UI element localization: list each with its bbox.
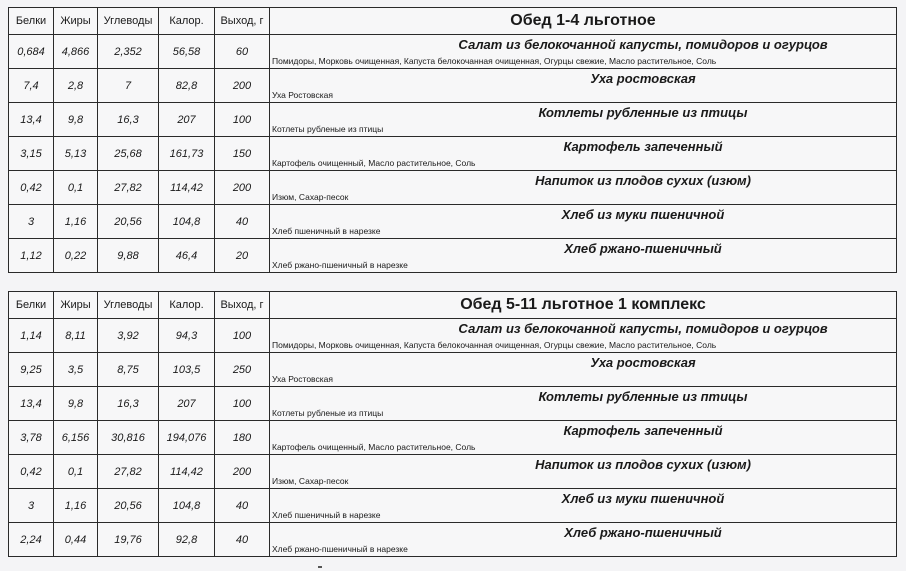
fat-cell: 9,8 — [54, 387, 98, 421]
dish-cell — [270, 523, 897, 557]
dish-ingredients: Котлеты рубленые из птицы — [272, 408, 384, 418]
menu-table — [8, 7, 897, 273]
carbs-cell: 27,82 — [98, 171, 159, 205]
col-header-kcal: Калор. — [159, 292, 215, 319]
col-header-yield: Выход, г — [215, 292, 270, 319]
carbs-cell: 2,352 — [98, 35, 159, 69]
col-header-fat: Жиры — [54, 292, 98, 319]
kcal-cell: 82,8 — [159, 69, 215, 103]
carbs-cell: 30,816 — [98, 421, 159, 455]
fat-cell: 5,13 — [54, 137, 98, 171]
col-header-fat: Жиры — [54, 8, 98, 35]
dish-cell — [270, 455, 897, 489]
dish-ingredients: Помидоры, Морковь очищенная, Капуста белокочанная очищенная, Огурцы свежие, Масло растительное, Соль — [272, 56, 717, 66]
col-header-carbs: Углеводы — [98, 8, 159, 35]
protein-cell: 7,4 — [9, 69, 54, 103]
fat-cell: 8,11 — [54, 319, 98, 353]
dish-cell — [270, 319, 897, 353]
table-row — [9, 35, 897, 69]
table-row — [9, 103, 897, 137]
carbs-cell: 7 — [98, 69, 159, 103]
dish-name: Салат из белокочанной капусты, помидоров и огурцов — [458, 37, 828, 52]
yield-cell: 60 — [215, 35, 270, 69]
table-row — [9, 523, 897, 557]
dish-ingredients: Картофель очищенный, Масло растительное, Соль — [272, 442, 476, 452]
dish-ingredients: Уха Ростовская — [272, 90, 333, 100]
dish-cell — [270, 171, 897, 205]
fat-cell: 1,16 — [54, 205, 98, 239]
yield-cell: 180 — [215, 421, 270, 455]
fat-cell: 0,44 — [54, 523, 98, 557]
dish-name: Напиток из плодов сухих (изюм) — [535, 173, 751, 188]
fat-cell: 4,866 — [54, 35, 98, 69]
carbs-cell: 19,76 — [98, 523, 159, 557]
yield-cell: 100 — [215, 103, 270, 137]
fat-cell: 6,156 — [54, 421, 98, 455]
fat-cell: 0,1 — [54, 455, 98, 489]
menu-title: Обед 5-11 льготное 1 комплекс — [270, 292, 897, 319]
kcal-cell: 103,5 — [159, 353, 215, 387]
kcal-cell: 161,73 — [159, 137, 215, 171]
protein-cell: 0,42 — [9, 171, 54, 205]
dish-ingredients: Хлеб пшеничный в нарезке — [272, 226, 381, 236]
protein-cell: 0,42 — [9, 455, 54, 489]
protein-cell: 9,25 — [9, 353, 54, 387]
carbs-cell: 20,56 — [98, 205, 159, 239]
dish-name: Хлеб из муки пшеничной — [561, 491, 725, 506]
col-header-protein: Белки — [9, 8, 54, 35]
protein-cell: 3,15 — [9, 137, 54, 171]
dish-name: Хлеб ржано-пшеничный — [564, 525, 722, 540]
yield-cell: 250 — [215, 353, 270, 387]
table-row — [9, 353, 897, 387]
col-header-carbs: Углеводы — [98, 292, 159, 319]
table-row — [9, 455, 897, 489]
dish-name: Уха ростовская — [590, 355, 696, 370]
protein-cell: 13,4 — [9, 387, 54, 421]
carbs-cell: 27,82 — [98, 455, 159, 489]
fat-cell: 0,22 — [54, 239, 98, 273]
header-row — [9, 8, 897, 35]
carbs-cell: 3,92 — [98, 319, 159, 353]
yield-cell: 20 — [215, 239, 270, 273]
fat-cell: 3,5 — [54, 353, 98, 387]
protein-cell: 2,24 — [9, 523, 54, 557]
table-row — [9, 69, 897, 103]
protein-cell: 1,12 — [9, 239, 54, 273]
dish-cell — [270, 137, 897, 171]
dish-cell — [270, 353, 897, 387]
kcal-cell: 46,4 — [159, 239, 215, 273]
dish-cell — [270, 489, 897, 523]
yield-cell: 40 — [215, 489, 270, 523]
dish-name: Котлеты рубленные из птицы — [538, 389, 748, 404]
table-row — [9, 205, 897, 239]
kcal-cell: 114,42 — [159, 171, 215, 205]
yield-cell: 200 — [215, 171, 270, 205]
dish-name: Картофель запеченный — [563, 139, 723, 154]
protein-cell: 1,14 — [9, 319, 54, 353]
protein-cell: 13,4 — [9, 103, 54, 137]
kcal-cell: 94,3 — [159, 319, 215, 353]
yield-cell: 40 — [215, 523, 270, 557]
dish-cell — [270, 69, 897, 103]
menu-table — [8, 291, 897, 557]
col-header-yield: Выход, г — [215, 8, 270, 35]
yield-cell: 100 — [215, 319, 270, 353]
kcal-cell: 92,8 — [159, 523, 215, 557]
dish-ingredients: Уха Ростовская — [272, 374, 333, 384]
dish-ingredients: Помидоры, Морковь очищенная, Капуста белокочанная очищенная, Огурцы свежие, Масло растительное, Соль — [272, 340, 717, 350]
yield-cell: 40 — [215, 205, 270, 239]
dish-ingredients: Картофель очищенный, Масло растительное, Соль — [272, 158, 476, 168]
kcal-cell: 114,42 — [159, 455, 215, 489]
fat-cell: 9,8 — [54, 103, 98, 137]
carbs-cell: 16,3 — [98, 387, 159, 421]
carbs-cell: 8,75 — [98, 353, 159, 387]
protein-cell: 3,78 — [9, 421, 54, 455]
protein-cell: 3 — [9, 489, 54, 523]
kcal-cell: 104,8 — [159, 205, 215, 239]
fat-cell: 2,8 — [54, 69, 98, 103]
protein-cell: 0,684 — [9, 35, 54, 69]
kcal-cell: 104,8 — [159, 489, 215, 523]
scan-mark — [318, 566, 322, 568]
yield-cell: 100 — [215, 387, 270, 421]
dish-cell — [270, 205, 897, 239]
dish-ingredients: Котлеты рубленые из птицы — [272, 124, 384, 134]
dish-name: Картофель запеченный — [563, 423, 723, 438]
table-row — [9, 387, 897, 421]
dish-ingredients: Хлеб ржано-пшеничный в нарезке — [272, 544, 408, 554]
dish-ingredients: Изюм, Сахар-песок — [272, 476, 349, 486]
dish-cell — [270, 421, 897, 455]
dish-ingredients: Хлеб пшеничный в нарезке — [272, 510, 381, 520]
dish-name: Хлеб ржано-пшеничный — [564, 241, 722, 256]
dish-cell — [270, 103, 897, 137]
header-row — [9, 292, 897, 319]
fat-cell: 1,16 — [54, 489, 98, 523]
dish-name: Напиток из плодов сухих (изюм) — [535, 457, 751, 472]
carbs-cell: 16,3 — [98, 103, 159, 137]
table-row — [9, 137, 897, 171]
kcal-cell: 56,58 — [159, 35, 215, 69]
kcal-cell: 194,076 — [159, 421, 215, 455]
table-row — [9, 489, 897, 523]
protein-cell: 3 — [9, 205, 54, 239]
fat-cell: 0,1 — [54, 171, 98, 205]
kcal-cell: 207 — [159, 387, 215, 421]
dish-cell — [270, 387, 897, 421]
carbs-cell: 20,56 — [98, 489, 159, 523]
yield-cell: 200 — [215, 455, 270, 489]
dish-ingredients: Изюм, Сахар-песок — [272, 192, 349, 202]
dish-name: Уха ростовская — [590, 71, 696, 86]
menu-title: Обед 1-4 льготное — [270, 8, 897, 35]
yield-cell: 150 — [215, 137, 270, 171]
dish-name: Салат из белокочанной капусты, помидоров и огурцов — [458, 321, 828, 336]
table-row — [9, 319, 897, 353]
col-header-protein: Белки — [9, 292, 54, 319]
table-row — [9, 171, 897, 205]
table-row — [9, 421, 897, 455]
carbs-cell: 25,68 — [98, 137, 159, 171]
dish-name: Котлеты рубленные из птицы — [538, 105, 748, 120]
dish-cell — [270, 35, 897, 69]
table-row — [9, 239, 897, 273]
carbs-cell: 9,88 — [98, 239, 159, 273]
yield-cell: 200 — [215, 69, 270, 103]
dish-name: Хлеб из муки пшеничной — [561, 207, 725, 222]
dish-cell — [270, 239, 897, 273]
kcal-cell: 207 — [159, 103, 215, 137]
col-header-kcal: Калор. — [159, 8, 215, 35]
dish-ingredients: Хлеб ржано-пшеничный в нарезке — [272, 260, 408, 270]
